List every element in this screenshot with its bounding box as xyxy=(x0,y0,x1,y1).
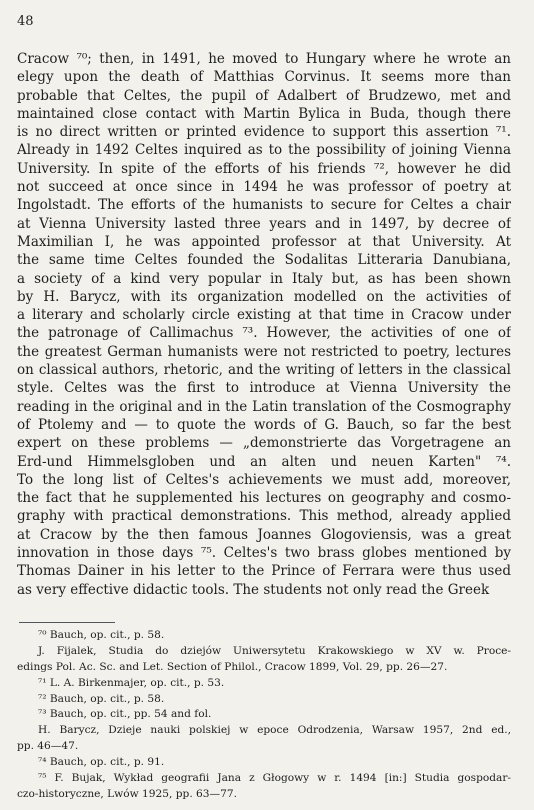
body-line: University. In spite of the efforts of his friends ⁷², however he did xyxy=(17,160,511,177)
footnote-line: ⁷⁰ Bauch, op. cit., p. 58. xyxy=(38,629,165,641)
body-line: the patronage of Callimachus ⁷³. However, the activities of one of xyxy=(17,325,511,342)
body-line: on classical authors, rhetoric, and the writing of letters in the classical xyxy=(17,362,511,379)
footnote-line: ⁷⁵ F. Bujak, Wykład geografii Jana z Głogowy w r. 1494 [in:] Studia gospodar- xyxy=(38,772,511,785)
body-line: at Cracow by the then famous Joannes Glogoviensis, was a great xyxy=(17,526,511,543)
footnote-line: czo-historyczne, Lwów 1925, pp. 63—77. xyxy=(17,787,237,800)
body-line: style. Celtes was the first to introduce at Vienna University the xyxy=(17,380,511,397)
body-line: a literary and scholarly circle existing at that time in Cracow under xyxy=(17,307,511,324)
body-line: maintained close contact with Martin Bylica in Buda, though there xyxy=(17,105,511,122)
footnote-line: ⁷⁴ Bauch, op. cit., p. 91. xyxy=(38,756,165,769)
body-line: Already in 1492 Celtes inquired as to the possibility of joining Vienna xyxy=(17,142,511,159)
body-line: reading in the original and in the Latin translation of the Cosmography xyxy=(17,398,511,415)
body-line: Erd-und Himmelsgloben und an alten und neuen Karten" ⁷⁴. xyxy=(17,453,511,470)
body-line: the fact that he supplemented his lectures on geography and cosmo- xyxy=(17,490,511,507)
footnote-line: ⁷¹ L. A. Birkenmajer, op. cit., p. 53. xyxy=(38,676,225,689)
body-line: as very effective didactic tools. The students not only read the Greek xyxy=(17,581,490,598)
page-number: 48 xyxy=(17,14,34,29)
footnote-line: J. Fijalek, Studia do dziejów Uniwersytetu Krakowskiego w XV w. Proce- xyxy=(38,644,511,657)
footnote-line: edings Pol. Ac. Sc. and Let. Section of Philol., Cracow 1899, Vol. 29, pp. 26—27. xyxy=(17,660,448,673)
body-line: by H. Barycz, with its organization modelled on the activities of xyxy=(17,288,511,305)
body-line: graphy with practical demonstrations. This method, already applied xyxy=(17,508,511,525)
body-line: at Vienna University lasted three years and in 1497, by decree of xyxy=(17,215,511,232)
body-line: Ingolstadt. The efforts of the humanists to secure for Celtes a chair xyxy=(17,197,511,214)
body-line: Maximilian I, he was appointed professor at that University. At xyxy=(17,233,511,250)
body-line: Thomas Dainer in his letter to the Prince of Ferrara were thus used xyxy=(17,563,511,580)
body-line: is no direct written or printed evidence to support this assertion ⁷¹. xyxy=(17,124,511,141)
footnote-line: H. Barycz, Dzieje nauki polskiej w epoce Odrodzenia, Warsaw 1957, 2nd ed., xyxy=(38,724,511,737)
body-line: innovation in those days ⁷⁵. Celtes's two brass globes mentioned by xyxy=(17,545,511,562)
body-line: a society of a kind very popular in Italy but, as has been shown xyxy=(17,270,511,287)
body-text xyxy=(17,50,511,599)
body-line: Cracow ⁷⁰; then, in 1491, he moved to Hungary where he wrote an xyxy=(17,51,511,67)
body-line: of Ptolemy and — to quote the words of G. Bauch, so far the best xyxy=(17,416,511,433)
body-line: elegy upon the death of Matthias Corvinus. It seems more than xyxy=(17,69,511,86)
body-line: the same time Celtes founded the Sodalitas Litteraria Danubiana, xyxy=(17,252,511,269)
footnote-divider xyxy=(19,622,115,623)
body-line: probable that Celtes, the pupil of Adalbert of Brudzewo, met and xyxy=(17,87,511,104)
body-line: To the long list of Celtes's achievements we must add, moreover, xyxy=(17,471,511,488)
body-line: the greatest German humanists were not restricted to poetry, lectures xyxy=(17,343,511,360)
body-line: expert on these problems — „demonstrierte das Vorgetragene an xyxy=(17,435,511,452)
body-line: not succeed at once since in 1494 he was professor of poetry at xyxy=(17,179,511,196)
footnote-line: ⁷² Bauch, op. cit., p. 58. xyxy=(38,692,165,705)
footnote-line: ⁷³ Bauch, op. cit., pp. 54 and fol. xyxy=(38,708,212,721)
footnotes xyxy=(17,628,511,803)
footnote-line: pp. 46—47. xyxy=(17,740,79,753)
